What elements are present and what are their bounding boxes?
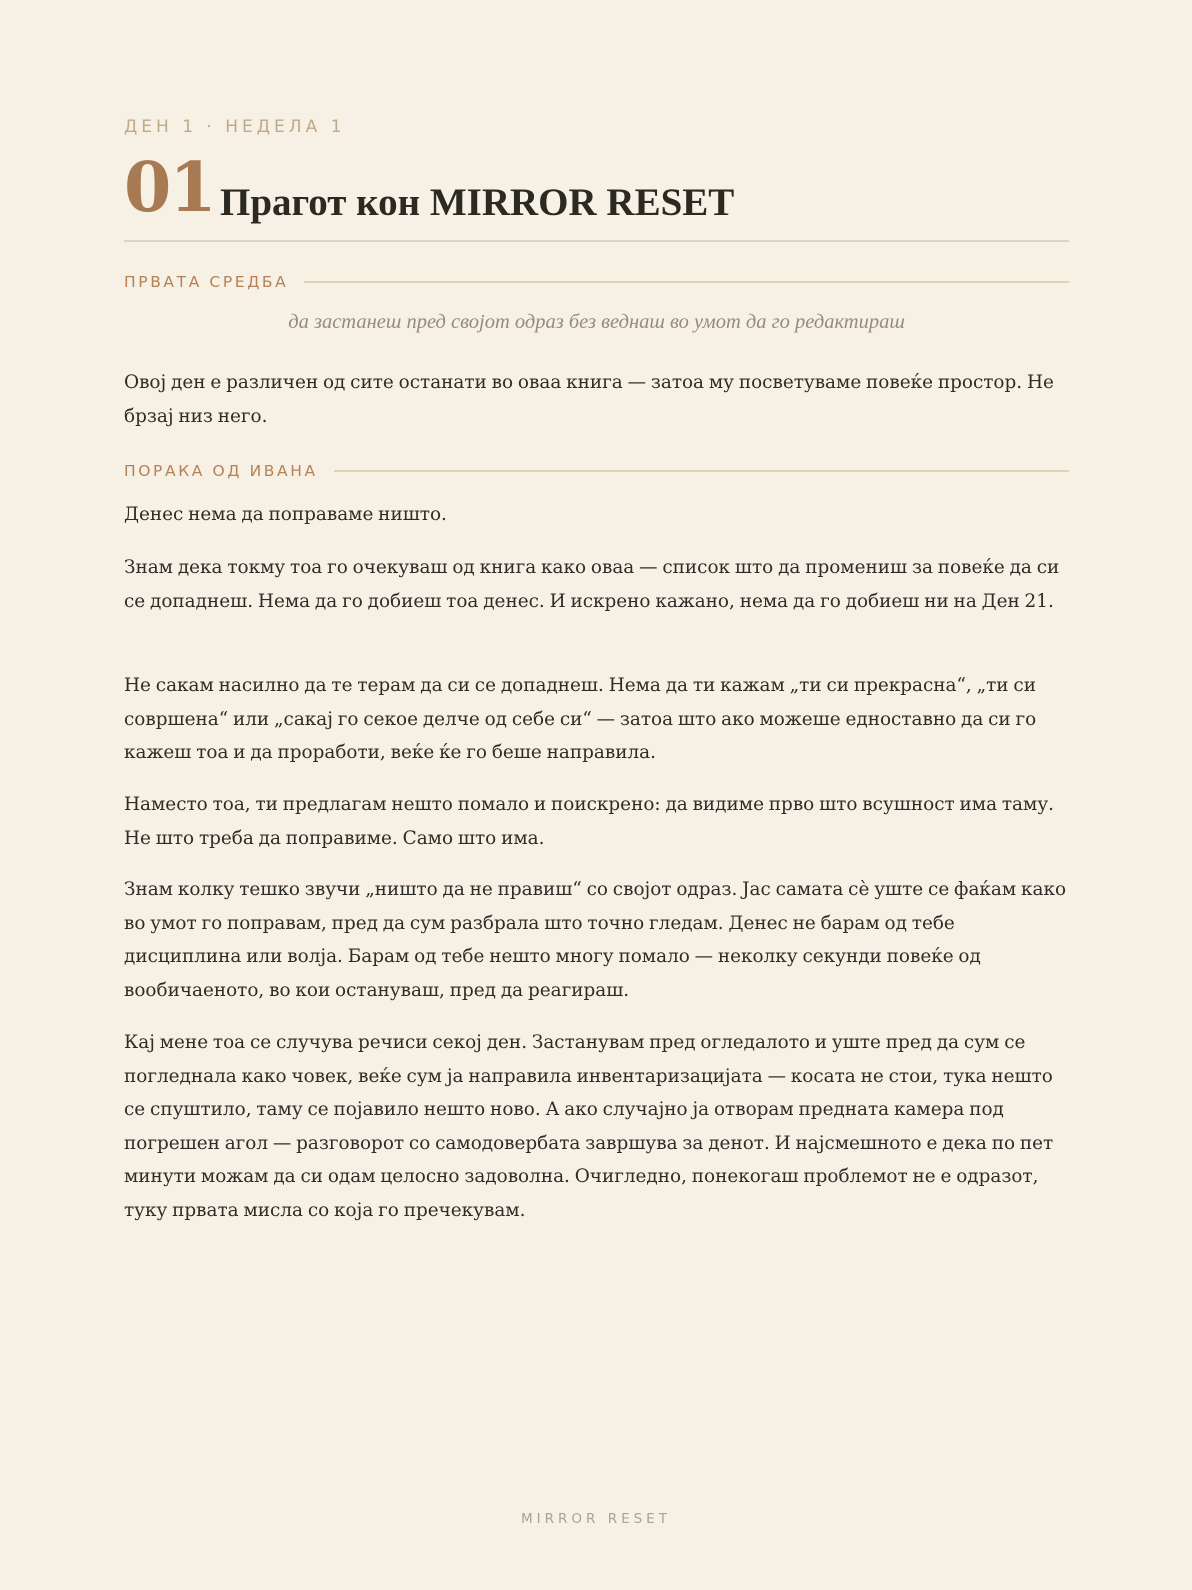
- section-divider: [334, 470, 1069, 472]
- body-paragraph: Знам колку тешко звучи „ништо да не правиш“ со својот одраз. Јас самата сè уште се фаќам како во умот го поправам, пред да сум разбрала што точно гледам. Денес не барам од тебе дисциплина или волја. Барам од тебе нешто многу помало — неколку секунди повеќе од вообичаеното, во кои остануваш, пред да реагираш.: [124, 879, 1067, 1001]
- day-week-label: ДЕН 1 · НЕДЕЛА 1: [124, 117, 346, 137]
- intro-paragraph: Овој ден е различен од сите останати во оваа книга — затоа му посветуваме повеќе простор. Не брзај низ него.: [124, 372, 1054, 427]
- section-label: ПРВАТА СРЕДБА: [124, 273, 289, 291]
- section-label: ПОРАКА ОД ИВАНА: [124, 462, 318, 480]
- section-subtitle: да застанеш пред својот одраз без веднаш во умот да го редактираш: [288, 311, 905, 333]
- section-header-first-meeting: [124, 271, 1069, 293]
- body-paragraph: Наместо тоа, ти предлагам нешто помало и поискрено: да видиме прво што всушност има таму. Не што треба да поправиме. Само што има.: [124, 794, 1054, 849]
- chapter-header: [124, 148, 1069, 242]
- body-paragraph: Денес нема да поправаме ништо.: [124, 504, 447, 525]
- body-paragraph: Не сакам насилно да те терам да си се допаднеш. Нема да ти кажам „ти си прекрасна“, „ти си совршена“ или „сакај го секое делче од себе си“ — затоа што ако можеше едноставно да си го кажеш тоа и да проработи, веќе ќе го беше направила.: [124, 675, 1037, 763]
- section-divider: [304, 281, 1069, 283]
- chapter-title: Прагот кон MIRROR RESET: [220, 181, 735, 224]
- chapter-number: 01: [124, 148, 215, 228]
- page-footer: MIRROR RESET: [521, 1511, 671, 1527]
- section-header-message: [124, 460, 1069, 482]
- body-paragraph: Знам дека токму тоа го очекуваш од книга како оваа — список што да промениш за повеќе да си се допаднеш. Нема да го добиеш тоа денес. И искрено кажано, нема да го добиеш ни на Ден 21.: [124, 557, 1060, 612]
- body-paragraph: Кај мене тоа се случува речиси секој ден. Застанувам пред огледалото и уште пред да сум се погледнала како човек, веќе сум ја направила инвентаризацијата — косата не стои, тука нешто се спуштило, таму се појавило нешто ново. А ако случајно ја отворам предната камера под погрешен агол — разговорот со самодовербата завршува за денот. И најсмешното е дека по пет минути можам да си одам целосно задоволна. Очигледно, понекогаш проблемот не е одразот, туку првата мисла со која го пречекувам.: [124, 1032, 1054, 1221]
